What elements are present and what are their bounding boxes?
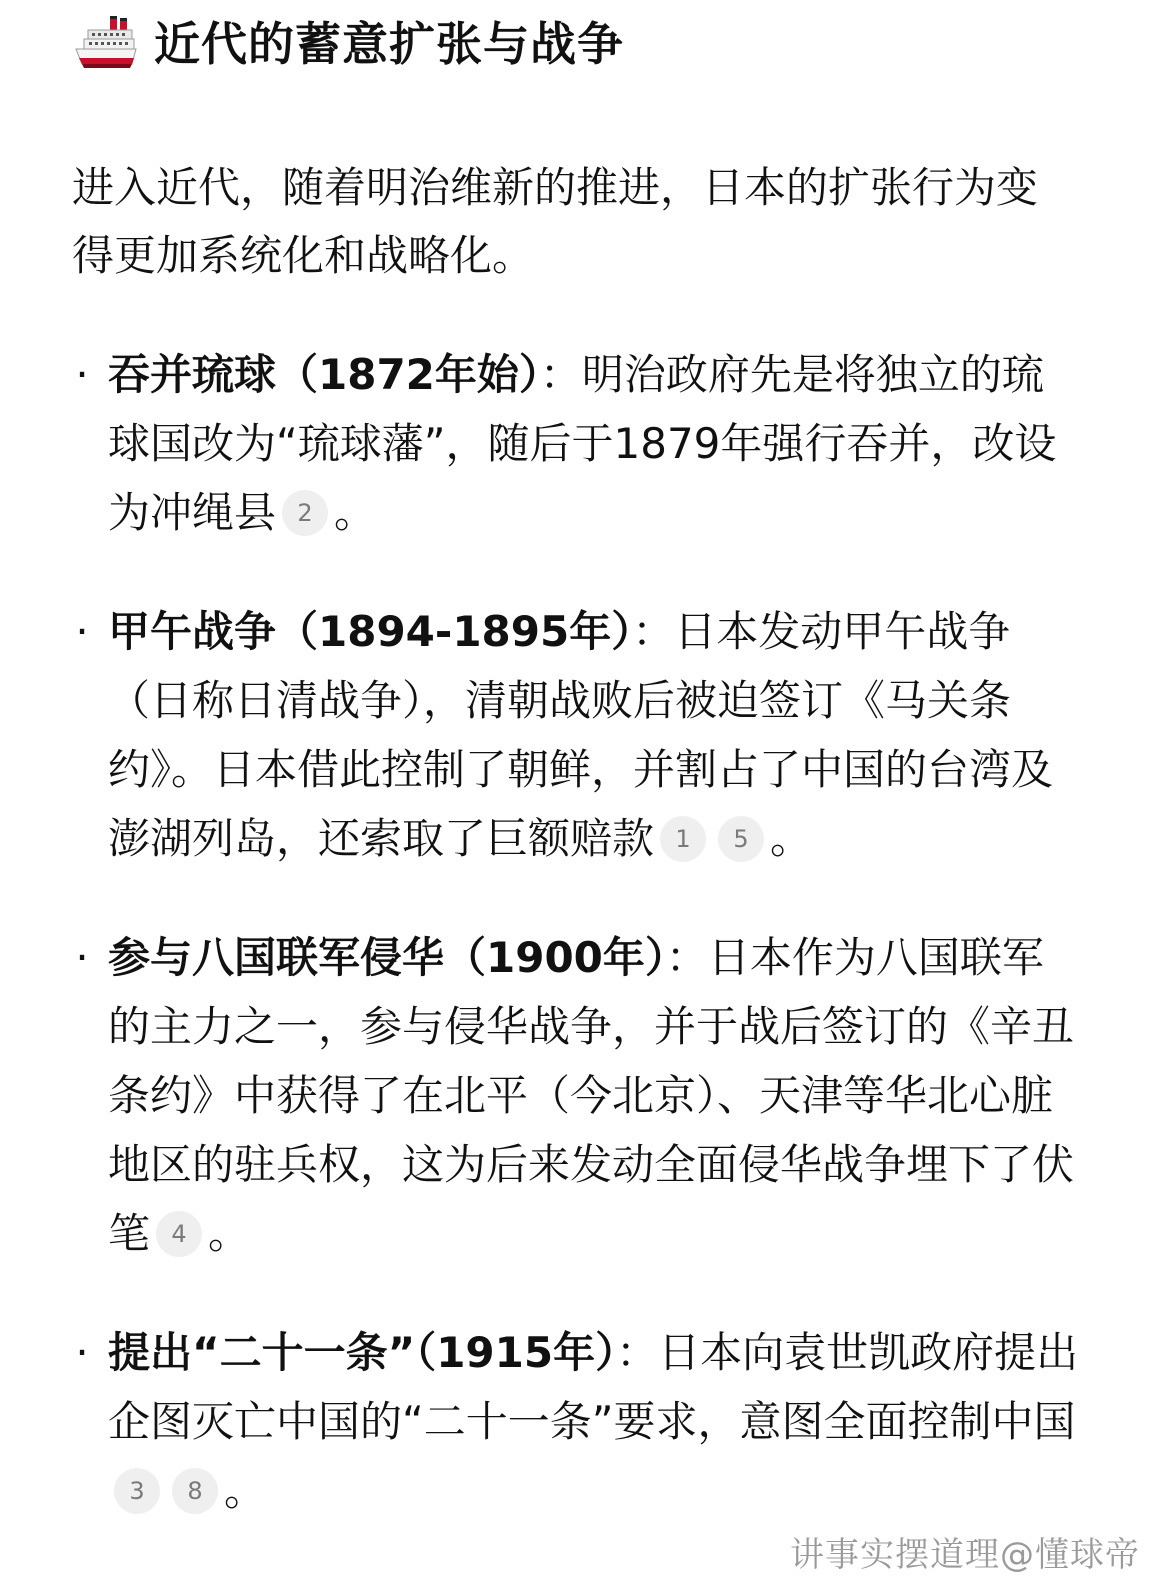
bullet: · xyxy=(75,607,89,656)
citation-badge[interactable]: 1 xyxy=(660,816,706,862)
bullet: · xyxy=(75,1328,89,1377)
citation-badge[interactable]: 5 xyxy=(718,816,764,862)
item-text: 日本向袁世凯政府提出企图灭亡中国的“二十一条”要求，意图全面控制中国 xyxy=(108,1328,1079,1446)
item-term: 甲午战争（1894-1895年） xyxy=(108,607,633,656)
ship-icon xyxy=(74,12,138,76)
item-end: 。 xyxy=(334,488,377,537)
item-end: 。 xyxy=(770,814,813,863)
list-item xyxy=(72,923,1082,1268)
bullet: · xyxy=(75,350,89,399)
item-term: 吞并琉球（1872年始） xyxy=(108,350,540,399)
citation-badge[interactable]: 3 xyxy=(114,1468,160,1514)
bullet: · xyxy=(75,933,89,982)
item-text: 日本发动甲午战争（日称日清战争），清朝战败后被迫签订《马关条约》。日本借此控制了朝鲜，并割占了中国的台湾及澎湖列岛，还索取了巨额赔款 xyxy=(108,607,1054,863)
list-item xyxy=(72,340,1082,547)
page-title: 近代的蓄意扩张与战争 xyxy=(154,17,624,71)
list-item xyxy=(72,597,1082,873)
item-separator: ： xyxy=(665,933,708,982)
item-separator: ： xyxy=(539,350,582,399)
item-separator: ： xyxy=(616,1328,659,1377)
item-separator: ： xyxy=(632,607,675,656)
intro-paragraph: 进入近代，随着明治维新的推进，日本的扩张行为变得更加系统化和战略化。 xyxy=(72,163,1039,280)
citation-badge[interactable]: 4 xyxy=(156,1211,202,1257)
item-end: 。 xyxy=(208,1209,251,1258)
item-end: 。 xyxy=(224,1466,267,1515)
citation-badge[interactable]: 8 xyxy=(172,1468,218,1514)
watermark: 讲事实摆道理@懂球帝 xyxy=(790,1535,1140,1575)
item-text: 明治政府先是将独立的琉球国改为“琉球藩”，随后于1879年强行吞并，改设为冲绳县 xyxy=(108,350,1057,537)
section-header xyxy=(74,12,624,76)
list-item xyxy=(72,1318,1082,1525)
item-text: 日本作为八国联军的主力之一，参与侵华战争，并于战后签订的《辛丑条约》中获得了在北平（今北京）、天津等华北心脏地区的驻兵权，这为后来发动全面侵华战争埋下了伏笔 xyxy=(108,933,1075,1258)
event-list xyxy=(72,340,1082,1525)
item-term: 参与八国联军侵华（1900年） xyxy=(108,933,666,982)
citation-badge[interactable]: 2 xyxy=(282,490,328,536)
item-term: 提出“二十一条”（1915年） xyxy=(108,1328,617,1377)
